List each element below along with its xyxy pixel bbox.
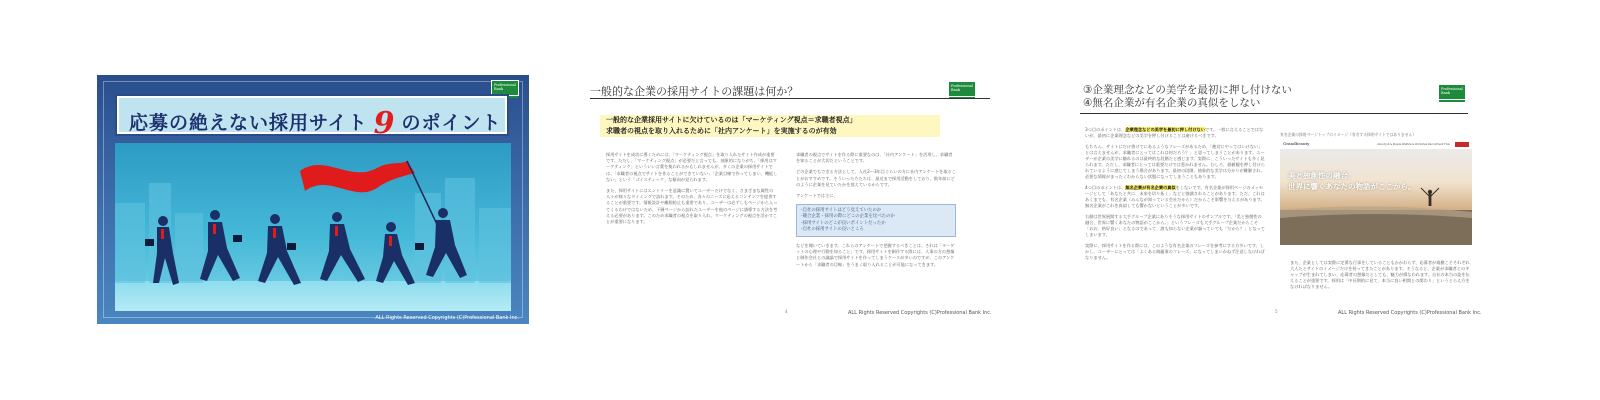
right-column xyxy=(796,152,956,273)
business-runners-illustration xyxy=(115,143,511,311)
cover-title xyxy=(129,102,502,141)
paragraph: また、企業としては実際に定番な行事をしていることもかかわらず、応募者が規模こそそれぞれ大人たとサイトのイメージだけを持ってきたことがあります。そうなると、企業が求職者とのギャップが生まれてしまい、応募者の想像だとしても、魅力が損なわれます。自社の本当の姿を伝えることが重要です。採用は「中長期的に見て、本当に良い相関との関わり」というとらえ方をなければなりません。 xyxy=(1290,260,1470,289)
page-number: 4 xyxy=(785,309,788,314)
slide-title-line: ③企業理念などの美学を最初に押し付けない xyxy=(1083,84,1292,96)
paragraph: どの企業でもできる方法として、入社2〜3年目ぐらいの方に社内アンケートを取ることがおすすめです。そういった方たちは、最近まで採用活動をしており、数年前にどのように企業を見ていたかを覚えているからです。 xyxy=(796,169,956,187)
slide-page-5[interactable] xyxy=(1080,75,1512,324)
title-divider xyxy=(1080,113,1468,114)
company-logo xyxy=(491,80,519,96)
key-message-line: 一般的な企業採用サイトに欠けているのは「マーケティング視点＝求職者視点」 xyxy=(606,116,857,124)
survey-item: -自社の採用サイトの良いところ xyxy=(801,226,864,232)
slide-title xyxy=(1083,84,1292,110)
paragraph: などを聞いていきます。これらのアンケートで把握するべきことは、それは「ターゲットの心理や行動を知ること」です。採用サイトを制作する際には、人事の方の想像と制作会社との議論で採用サイトを作ってしまうケースが多いのですが、このアンケートから「求職者の目線」をうまく取り入れることが可能になってきます。 xyxy=(796,243,955,267)
slide-page-4[interactable] xyxy=(590,75,1022,324)
mockup-headline-line: 美と独創性の融合、 xyxy=(1288,171,1356,180)
survey-item: -採用サイトのどこが良いポイントだったか xyxy=(801,220,886,226)
title-divider xyxy=(590,98,990,99)
mockup-headline xyxy=(1288,170,1416,192)
company-logo xyxy=(948,81,976,97)
cover-title-main: 応募の絶えない採用サイト xyxy=(129,112,368,134)
page-number: 5 xyxy=(1275,309,1278,314)
left-column xyxy=(606,152,778,230)
paragraph: アンケートでは主に、 xyxy=(796,193,838,199)
mockup-headline-line: 世界に響くあなたの物語がここから。 xyxy=(1288,182,1416,191)
mockup-caption: 有名企業の採用ページトップのイメージ（有名する採用サイトではありません） xyxy=(1280,132,1417,137)
company-logo xyxy=(1438,84,1466,100)
paragraph: 3つ目のポイントは、企業理念などの美学を最初に押し付けないです。一般に言えることではないが、最初に企業理念などの美学を押し付けることは避けるべきです。 xyxy=(1085,127,1264,138)
cover-title-number: 9 xyxy=(373,106,396,141)
recruit-site-mockup xyxy=(1280,140,1472,245)
title-banner xyxy=(117,96,507,141)
logo-text: Professional Bank xyxy=(951,84,973,92)
survey-item: -自社の採用サイトはどう見えていたのか xyxy=(801,208,882,214)
mockup-nav-links: About Job & People Welfare & Workstyle Recruitment Flow xyxy=(1377,143,1450,146)
highlighted-phrase: 無名企業が有名企業の真似 xyxy=(1125,185,1176,190)
paragraph: また、採用サイトにはエントリーを意識に置いてユーザーだけでなく、さまざまな属性の人々が様々なタイミングで訪れます。そのため、各々のニーズに応えるコンテンツを提供することが重要です。情報設計や離脱防止も重要であり、ユーザーは必ずしもページから入ってくるわけではないため、下層ページから訪れたユーザーを他のページに誘導する方法を考える必要があります。このため求職者の視点を取り入れ、マーケティングの視点を活かすことが重要になります。 xyxy=(606,188,778,225)
mockup-entry-button xyxy=(1455,142,1469,147)
paragraph: 右側は世界展開する大手グループ企業にありそうな採用サイトのサンプルです。「美と独創性の融合、世界に響くあなたの物語がここから。」というフレーズも大手グループ企業だからこそ「おお、格好良い」となるのであって、誰も知らない企業が謳っていても「だから？」となってしまいます。 xyxy=(1085,214,1265,237)
mockup-nav xyxy=(1280,140,1472,149)
paragraph: もちろん、サイトにだけ書けてにあるようなフレーズがあるため、「絶対にやってはいけない」とは言えませんが、求職者にとってはこれは何だろう？」と思ってしまうことがあります。ユーザーが企業の美学に触れるのは最終的な段階だと感じます。実際に、こういったサイトも多く見られます。ただし、求職者にとっては重要だけでは惹かれません。むしろ、価値観を押し付けられているように感じてしまう場合があります。最初の段階、抽象的な美学は分かりが難解され、必要な情報がまったくわからない状態になってしまうこともあります。 xyxy=(1085,144,1265,179)
paragraph: 実際に、採用サイトを作る際には、このような有名企業のフレーズを参考にする方多いです。しかし、ユーザーにとっては「よくある綺麗事のフレーズ」になってしまいかねず注意しなければなりません。 xyxy=(1085,243,1265,260)
survey-item: -競合企業・採用の際にどこの企業を比べたのか xyxy=(801,214,895,220)
cover-title-suffix: のポイント xyxy=(401,112,502,134)
paragraph: 4つ目のポイントは、無名企業が有名企業の真似をしないです。有名企業が採用ページのメッセージとして「あなたと共に、未来を切り拓く」などと強調されることがあります。ただ、これはあくまでも、有名企業（みんなが知っている会社だから）だからこそ影響を与えるがあります。無名企業がこれを真似しても響かないということが多いです。 xyxy=(1085,185,1265,208)
paragraph: 求職者の視点でサイトを作る際に重要なのは、「社内アンケート」を活用し、求職者を知ることが大切だということです。 xyxy=(796,152,953,164)
copyright-footer: ALL Rights Reserved Copyrights (C)Professional Bank Inc. xyxy=(1338,310,1482,316)
slide-cover[interactable] xyxy=(97,75,529,324)
slide-title: 一般的な企業の採用サイトの課題は何か？ xyxy=(590,85,799,98)
right-column xyxy=(1290,260,1470,295)
copyright-footer: ALL Rights Reserved Copyrights (C)Professional Bank Inc. xyxy=(848,310,992,316)
logo-text: Professional Bank xyxy=(1441,87,1463,95)
logo-text: Professional Bank xyxy=(494,83,516,91)
paragraph: 採用サイトを成功に導くためには、「マーケティング視点」を取り入れたサイト作成が重要です。ただし、「マーケティング視点」が必要だと言っても、抽象的になりがち。「採用はマーケティング」といういい言葉を使われるかもしれませんが、多くの企業の採用サイトでは、「求職者の視点でサイトを作ることができていない」「企業目線で作ってしまい、機能しない」という「ゴイスティック」な傾向が見られます。 xyxy=(606,152,778,182)
mockup-brand: Grandbeauty xyxy=(1283,141,1310,146)
highlighted-phrase: 企業理念などの美学を最初に押し付けない xyxy=(1125,127,1205,132)
copyright-footer: ALL Rights Reserved Copyrights (C)Professional Bank Inc. xyxy=(375,315,519,321)
slide-title-line: ④無名企業が有名企業の真似をしない xyxy=(1083,97,1261,109)
left-column xyxy=(1085,127,1265,266)
key-message-line: 求職者の視点を取り入れるために「社内アンケート」を実施するのが有効 xyxy=(606,127,837,135)
survey-questions-box xyxy=(796,204,956,237)
